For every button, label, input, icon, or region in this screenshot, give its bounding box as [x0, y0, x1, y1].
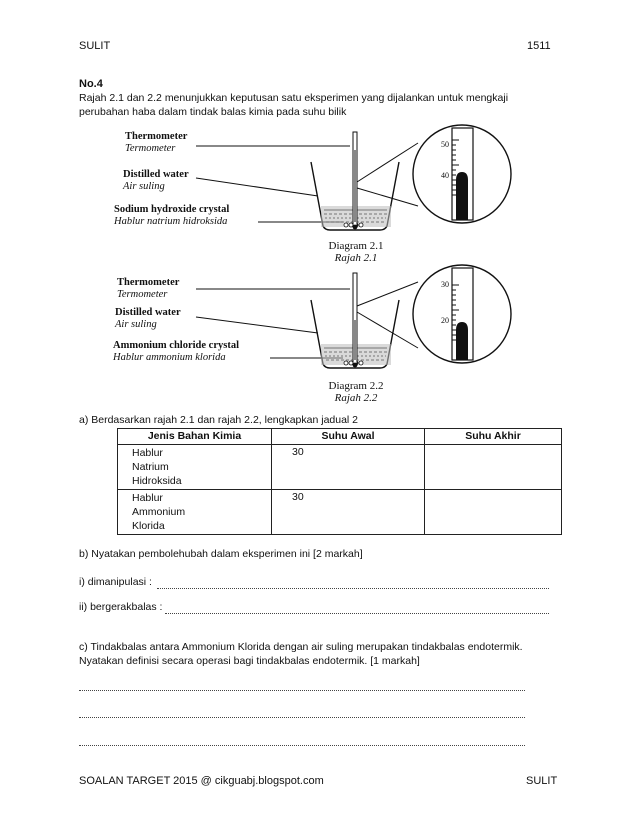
answer-line-definition-1[interactable]: [79, 690, 525, 691]
initial-temp-cell: 30: [272, 490, 425, 535]
col-header-initial-temp: Suhu Awal: [272, 429, 425, 445]
footer-left: SOALAN TARGET 2015 @ cikguabj.blogspot.com: [79, 775, 324, 787]
part-c-line-1: c) Tindakbalas antara Ammonium Klorida dengan air suling merupakan tindakbalas endotermik.: [79, 641, 523, 653]
answer-line-definition-2[interactable]: [79, 717, 525, 718]
table-header-row: [118, 429, 562, 445]
part-b-prompt: b) Nyatakan pembolehubah dalam eksperimen ini [2 markah]: [79, 548, 363, 560]
part-b-item-ii-label: ii) bergerakbalas :: [79, 601, 163, 613]
intro-line-2: perubahan haba dalam tindak balas kimia pada suhu bilik: [79, 106, 347, 118]
intro-line-1: Rajah 2.1 dan 2.2 menunjukkan keputusan satu eksperimen yang dijalankan untuk mengkaji: [79, 92, 509, 104]
question-number: No.4: [79, 78, 103, 90]
part-c-line-2: Nyatakan definisi secara operasi bagi tindakbalas endotermik. [1 markah]: [79, 655, 420, 667]
results-table: [117, 428, 562, 535]
scale-label-40: 40: [441, 171, 449, 180]
table-row: [118, 445, 562, 490]
header-right: 1511: [527, 40, 551, 52]
part-a-prompt: a) Berdasarkan rajah 2.1 dan rajah 2.2, lengkapkan jadual 2: [79, 414, 359, 426]
label-water-1: Distilled water Air suling: [123, 169, 189, 192]
final-temp-answer-cell[interactable]: [425, 490, 562, 535]
scale-label-20: 20: [441, 316, 449, 325]
scale-label-50: 50: [441, 140, 449, 149]
label-crystal-1: Sodium hydroxide crystal Hablur natrium hidroksida: [114, 204, 230, 227]
header-left: SULIT: [79, 40, 111, 52]
table-row: [118, 490, 562, 535]
label-thermometer-2: Thermometer Termometer: [117, 277, 180, 300]
answer-line-responding[interactable]: [165, 613, 549, 614]
col-header-final-temp: Suhu Akhir: [425, 429, 562, 445]
chemical-name-cell: Hablur Ammonium Klorida: [118, 490, 272, 535]
col-header-chemical: Jenis Bahan Kimia: [118, 429, 272, 445]
final-temp-answer-cell[interactable]: [425, 445, 562, 490]
caption-diagram-2-2: Diagram 2.2 Rajah 2.2: [328, 380, 384, 404]
part-b-item-i-label: i) dimanipulasi :: [79, 576, 152, 588]
label-thermometer-1: Thermometer Termometer: [125, 131, 188, 154]
scale-label-30: 30: [441, 280, 449, 289]
chemical-name-cell: Hablur Natrium Hidroksida: [118, 445, 272, 490]
caption-diagram-2-1: Diagram 2.1 Rajah 2.1: [328, 240, 384, 264]
label-crystal-2: Ammonium chloride crystal Hablur ammonium klorida: [113, 340, 239, 363]
answer-line-definition-3[interactable]: [79, 745, 525, 746]
answer-line-manipulated[interactable]: [157, 588, 549, 589]
initial-temp-cell: 30: [272, 445, 425, 490]
footer-right: SULIT: [526, 775, 558, 787]
label-water-2: Distilled water Air suling: [115, 307, 181, 330]
